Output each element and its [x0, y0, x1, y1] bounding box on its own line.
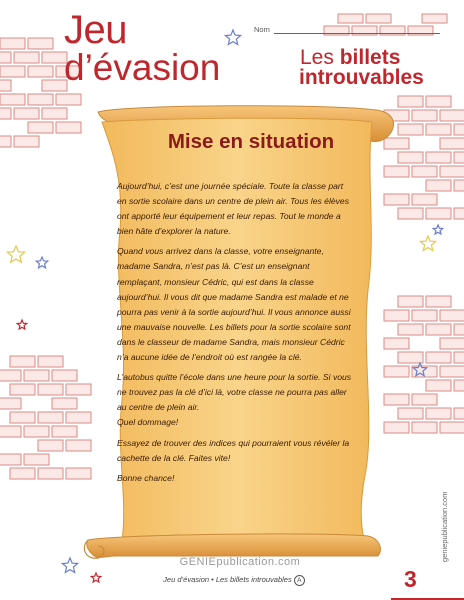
paragraph-3-exclaim: Quel dommage!	[117, 417, 179, 428]
footer-caption-text: Jeu d’évasion • Les billets introuvables	[163, 575, 292, 584]
subtitle-bold: billets	[339, 46, 401, 69]
scroll-heading: Mise en situation	[167, 130, 335, 153]
title-jeu: Jeu	[64, 8, 127, 52]
scroll-body-text	[117, 179, 353, 491]
page-number: 3	[404, 566, 417, 592]
subtitle-prefix: Les	[300, 46, 334, 69]
subtitle-line2: introuvables	[299, 66, 424, 89]
level-badge: A	[294, 575, 305, 586]
side-url: geniepublication.com	[440, 491, 449, 562]
name-label: Nom	[254, 25, 270, 34]
paragraph-3-text: L’autobus quitte l’école dans une heure pour la sortie. Si vous ne trouvez pas la clé d’ici là, votre classe ne pourra pas aller au centre de plein air.	[117, 372, 352, 413]
paragraph-1: Aujourd’hui, c’est une journée spéciale. Toute la classe part en sortie scolaire dans un centre de plein air. Tous les élèves ont apporté leur équipement et leur repas. Tout le monde a bien hâte d’explorer la nature.	[117, 181, 350, 237]
footer-caption	[134, 575, 334, 586]
paragraph-4: Essayez de trouver des indices qui pourraient vous révéler la cachette de la clé. Faites vite!	[117, 437, 350, 463]
title-evasion: d’évasion	[64, 47, 221, 88]
paragraph-2: Quand vous arrivez dans la classe, votre enseignante, madame Sandra, n’est pas là. C’est un enseignant remplaçant, monsieur Cédric, qui est dans la classe aujourd’hui. Il vous dit que madame Sandra est malade et ne pourra pas venir à la sortie aujourd’hui. Il vous annonce aussi une mauvaise nouvelle. Les billets pour la sortie scolaire sont dans le classeur de madame Sandra, mais monsieur Cédric n’a aucune idée de l’endroit où est rangée la clé.	[117, 246, 351, 363]
paragraph-5: Bonne chance!	[117, 472, 175, 483]
scroll-bottom-roll	[87, 534, 381, 557]
paragraph-3	[117, 370, 353, 430]
publisher-logo: GÉNIEpublication.com	[179, 556, 301, 568]
